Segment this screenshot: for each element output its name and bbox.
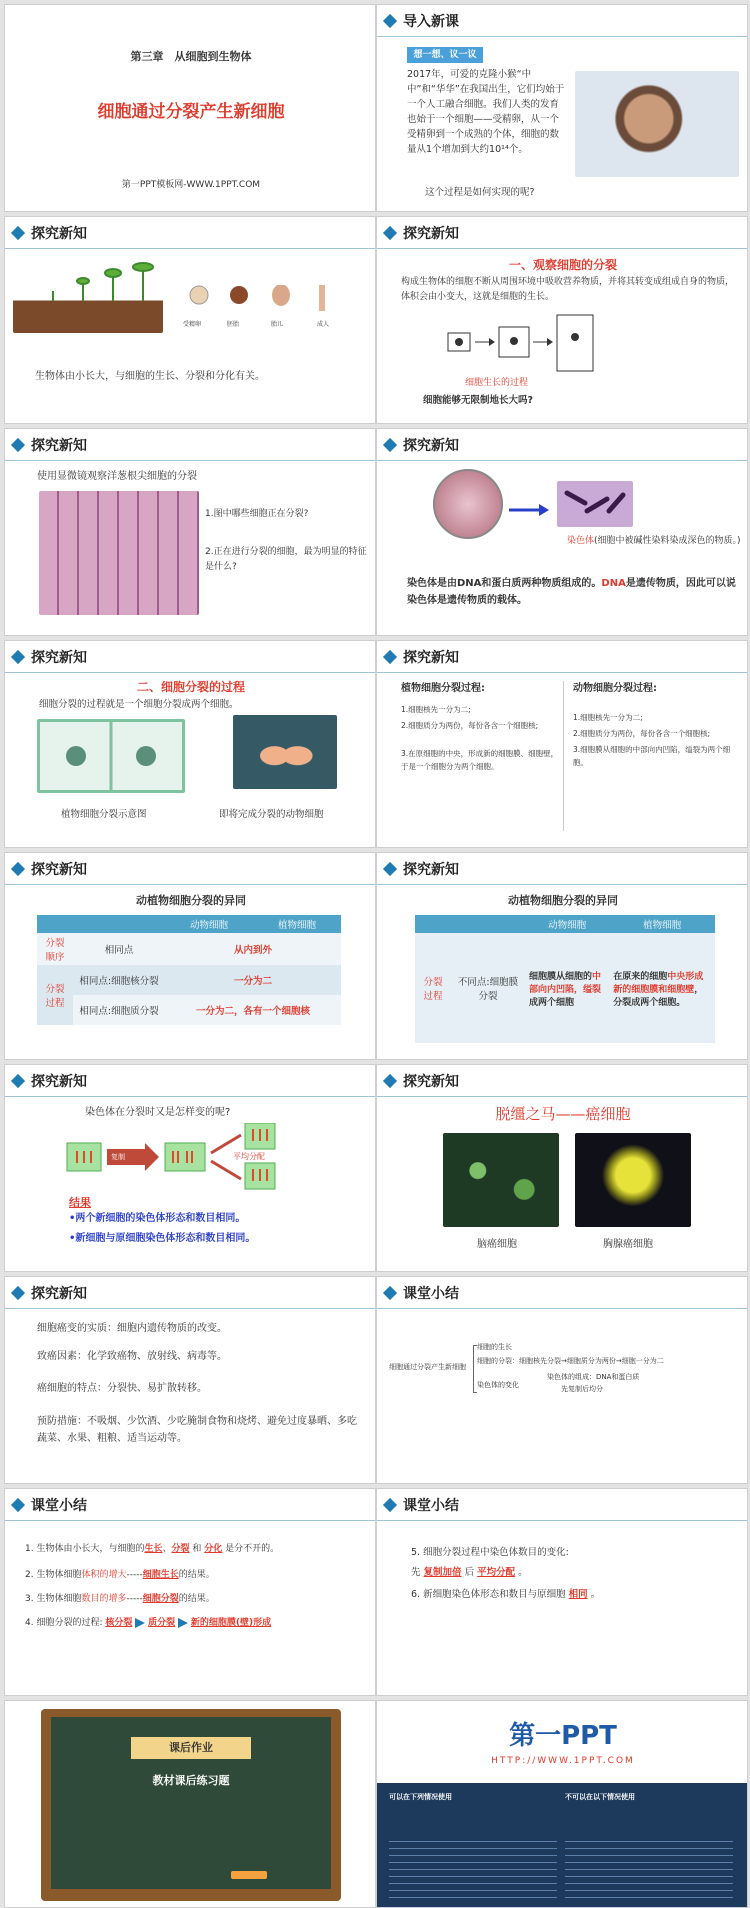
text-part: 3. 生物体细胞 [25,1594,82,1604]
cell-copy-icon [65,1123,315,1193]
stages-icon [189,285,369,345]
slide-header [5,429,375,461]
answer: 平均分配 [477,1567,516,1578]
observe-question: 细胞能够无限制地长大吗? [423,395,534,406]
section-title: 一、观察细胞的分裂 [508,258,617,272]
copy-label: 复制 [111,1153,125,1161]
breast-cancer-caption: 胸腺癌细胞 [603,1239,653,1250]
divider [563,681,564,831]
animal-cell-division-image [233,715,337,789]
intro-question: 这个过程是如何实现的呢? [425,187,535,198]
header-title: 探究新知 [31,861,87,878]
tree-leaf: 先复制后均分 [561,1385,603,1393]
seedling-image [13,261,163,333]
compare-title: 动植物细胞分裂的异同 [508,894,618,907]
body-part: 是遗传物质，因此可以说染色体是遗传物质的载体。 [407,578,736,606]
diamond-icon [383,13,397,27]
animal-steps-title: 动物细胞分裂过程: [573,683,657,694]
plant-steps-title: 植物细胞分裂过程: [401,683,485,694]
chromosome-def [567,533,743,549]
plant-step: 1.细胞核先一分为二; [401,705,471,714]
chromosome-change-diagram [65,1123,315,1197]
text-part: 6. 新细胞染色体形态和数目与原细胞 [411,1589,566,1600]
compare-title: 动植物细胞分裂的异同 [136,894,246,907]
animal-step: 2.细胞质分为两份，每份各含一个细胞核; [573,729,711,738]
text-part: 先 [411,1567,421,1578]
chromosome-icon [557,481,633,527]
diamond-icon [383,225,397,239]
slide-header [377,1277,747,1309]
answer: 相同 [568,1589,588,1600]
col-header: 植物细胞 [643,920,682,931]
observe-body: 构成生物体的细胞不断从周围环境中吸收营养物质，并将其转变成组成自身的物质，体积会由小变大，这就是细胞的生长。 [401,277,735,302]
footer-text: 第一PPT模板网-WWW.1PPT.COM [121,180,261,190]
chapter-label: 第三章 从细胞到生物体 [130,50,252,63]
answer: 数目的增多 [81,1594,127,1604]
cell-micrograph [433,469,503,539]
result-label: 结果 [69,1196,91,1209]
chromosome-image [557,481,633,527]
slide-header [377,5,747,37]
homework-body: 教材课后练习题 [152,1774,230,1787]
slide-header [5,1489,375,1521]
diamond-icon [383,649,397,663]
animal-caption: 即将完成分裂的动物细胞 [219,809,324,820]
growth-label: 细胞生长的过程 [465,378,529,388]
diamond-icon [383,861,397,875]
plant-cell-icon [40,722,182,790]
summary-line: 1. 生物体由小长大，与细胞的生长、分裂 和 分化 是分不开的。 [25,1544,280,1554]
breast-cancer-image [575,1133,691,1227]
slide-chromosome-change [4,1064,376,1272]
dna-term: DNA [601,578,626,589]
text-part: 中央形成新的细胞膜和细胞壁 [613,971,704,995]
row-header: 分裂顺序 [45,938,65,963]
question-1: 1.图中哪些细胞正在分裂? [205,509,309,519]
answer: 细胞分裂 [142,1594,179,1604]
onion-root-image [39,491,199,615]
slide-header [5,1277,375,1309]
brain-cancer-caption: 脑癌细胞 [477,1239,517,1250]
answer: 生长 [144,1544,163,1554]
cell-growth-diagram [443,313,683,377]
summary-line: 6. 新细胞染色体形态和数目与原细胞 相同 。 [411,1589,601,1600]
summary-line: 2. 生物体细胞体积的增大-----细胞生长的结果。 [25,1570,215,1580]
tree-root: 细胞通过分裂产生新细胞 [389,1363,466,1371]
division-body: 细胞分裂的过程就是一个细胞分裂成两个细胞。 [39,699,239,710]
diamond-icon [383,1073,397,1087]
stage-label: 受精卵 [183,321,202,328]
text-part: 1. 生物体由小长大，与细胞的 [25,1544,145,1554]
animal-diff [525,933,609,1043]
diamond-icon [383,1285,397,1299]
result-1: •两个新细胞的染色体形态和数目相同。 [69,1213,246,1224]
diamond-icon [11,225,25,239]
header-title: 探究新知 [31,437,87,454]
diamond-icon [11,1497,25,1511]
stage-label: 胚胎 [227,321,240,328]
slide-header [5,641,375,673]
animal-step: 1.细胞核先一分为二; [573,713,643,722]
cancer-title: 脱缰之马——癌细胞 [495,1105,631,1123]
ad-right-title: 不可以在以下情况使用 [565,1793,635,1801]
stage-label: 成人 [317,321,330,328]
col-header: 动物细胞 [189,920,228,931]
slide-compare-2 [376,852,748,1060]
cancer-fact: 细胞癌变的实质：细胞内遗传物质的改变。 [37,1323,227,1334]
chromosome-term: 染色体 [567,536,595,546]
diamond-icon [11,861,25,875]
text-part: 后 [464,1567,475,1578]
header-title: 探究新知 [31,1285,87,1302]
slide-cancer-facts [4,1276,376,1484]
row-value: 从内到外 [233,945,272,956]
text-part: 是分不开的。 [225,1544,280,1554]
slide-header [377,641,747,673]
answer: 核分裂 [105,1618,133,1628]
slide-header [377,1065,747,1097]
summary-line: 先 复制加倍 后 平均分配 。 [411,1567,528,1578]
text-part: 在原来的细胞 [613,971,668,982]
split-label: 平均分配 [233,1152,265,1161]
answer: 复制加倍 [423,1567,462,1578]
seedling-icon [13,261,163,333]
slide-division-process [4,640,376,848]
slide-ad [376,1700,748,1908]
result-2: •新细胞与原细胞染色体形态和数目相同。 [69,1233,256,1244]
answer: 质分裂 [148,1618,176,1628]
slide-header [377,217,747,249]
chromosome-note: (细胞中被碱性染料染成深色的物质。) [594,536,741,546]
text-part: 的结果。 [178,1570,215,1580]
tree-leaf: 染色体的组成：DNA和蛋白质 [547,1373,640,1381]
change-question: 染色体在分裂时又是怎样变的呢? [85,1107,231,1118]
plant-caption: 植物细胞分裂示意图 [61,809,147,820]
homework-title: 课后作业 [131,1737,251,1759]
plant-step: 2.细胞质分为两份，每份各含一个细胞核; [401,721,539,730]
animal-step: 3.细胞膜从细胞的中部向内凹陷，缢裂为两个细胞。 [573,745,731,767]
ad-left-title: 可以在下列情况使用 [389,1793,452,1801]
ad-link-list [389,1835,557,1899]
blank-cell [73,915,165,933]
slide-intro [376,4,748,212]
diamond-icon [383,1497,397,1511]
header-title: 探究新知 [403,437,459,454]
slide-observe [376,216,748,424]
summary-line: 3. 生物体细胞数目的增多-----细胞分裂的结果。 [25,1594,215,1604]
slide-header [5,1065,375,1097]
section-title: 二、细胞分裂的过程 [136,680,245,694]
slide-compare-1 [4,852,376,1060]
cancer-fact: 致癌因素：化学致癌物、放射线、病毒等。 [37,1351,227,1362]
header-title: 导入新课 [403,13,459,30]
cancer-fact: 癌细胞的特点：分裂快、易扩散转移。 [37,1383,207,1394]
body-part: 染色体是由DNA和蛋白质两种物质组成的。 [407,578,602,589]
text-part: 细胞膜从细胞的 [529,971,593,982]
tree-branch: 细胞的生长 [477,1343,512,1351]
ppt-logo: 第一PPT [509,1721,617,1751]
row-header: 分裂过程 [45,984,65,1009]
tree-branch: 染色体的变化 [477,1381,519,1389]
arrow-right-icon [178,1618,188,1628]
header-title: 探究新知 [403,861,459,878]
growth-text: 生物体由小长大，与细胞的生长、分裂和分化有关。 [35,371,265,382]
diamond-icon [11,437,25,451]
lesson-title: 细胞通过分裂产生新细胞 [97,102,285,122]
question-2: 2.正在进行分裂的细胞，最为明显的特征是什么? [205,547,367,572]
header-title: 探究新知 [31,649,87,666]
text-part: 2. 生物体细胞 [25,1570,82,1580]
slide-chromosome [376,428,748,636]
header-title: 课堂小结 [31,1497,87,1514]
slide-header [377,853,747,885]
slide-growth [4,216,376,424]
diamond-icon [383,437,397,451]
text-part: ，分裂成两个细胞。 [613,984,704,1008]
slide-header [5,217,375,249]
slide-summary-fill-1 [4,1488,376,1696]
answer: 体积的增大 [81,1570,127,1580]
slide-title [4,4,376,212]
diamond-icon [11,649,25,663]
header-title: 探究新知 [31,225,87,242]
chalk-icon [231,1871,267,1879]
arrow [509,501,549,520]
compare-table [415,915,715,1043]
blank-cell [415,915,451,933]
arrow-right-icon [135,1618,145,1628]
header-title: 课堂小结 [403,1285,459,1302]
plant-step: 3.在原细胞的中央，形成新的细胞膜、细胞壁，于是一个细胞分为两个细胞。 [401,749,559,771]
row-label: 相同点:细胞核分裂 [79,976,159,987]
text-part: 和 [192,1544,202,1554]
ad-link-list [565,1835,733,1899]
monkey-photo [575,71,739,177]
slide-cancer [376,1064,748,1272]
row-value: 一分为二，各有一个细胞核 [195,1006,310,1017]
plant-diff [609,933,715,1043]
slide-header [377,429,747,461]
slide-header [377,1489,747,1521]
arrow-right-icon [509,504,549,516]
row-label: 相同点:细胞质分裂 [79,1006,159,1017]
slide-header [5,853,375,885]
cancer-fact: 预防措施：不吸烟、少饮酒、少吃腌制食物和烧烤、避免过度暴晒、多吃蔬菜、水果、粗粮、适当运动等。 [37,1416,357,1444]
row-label: 相同点 [104,945,134,956]
text-part: 的结果。 [178,1594,215,1604]
header-title: 探究新知 [403,225,459,242]
col-header: 动物细胞 [548,920,587,931]
blank-cell [37,915,73,933]
col-header: 植物细胞 [277,920,316,931]
slide-summary-fill-2 [376,1488,748,1696]
header-title: 探究新知 [31,1073,87,1090]
header-title: 课堂小结 [403,1497,459,1514]
compare-table [37,915,341,1025]
slide-division-steps [376,640,748,848]
brain-cancer-image [443,1133,559,1227]
summary-line [25,1615,271,1631]
stage-label: 胎儿 [271,321,284,328]
intro-body: 2017年，可爱的克隆小猴“中中”和“华华”在我国出生，它们均始于一个人工融合细胞。我们人类的发育也始于一个细胞——受精卵，从一个受精卵到一个成熟的个体，细胞的数量从1个增加到大约10¹⁴个。 [407,69,565,155]
row-label: 不同点:细胞膜分裂 [457,977,519,1002]
summary-line: 5. 细胞分裂过程中染色体数目的变化: [411,1547,569,1558]
slide-homework [4,1700,376,1908]
answer: 新的细胞膜(壁)形成 [190,1618,272,1628]
blank-cell [451,915,525,933]
header-title: 探究新知 [403,1073,459,1090]
plant-cell-division-image [37,719,185,793]
cell-growth-icon [443,313,683,373]
slide-microscope [4,428,376,636]
text-part: 4. 细胞分裂的过程: [25,1618,103,1628]
answer: 分裂 [171,1544,190,1554]
badge: 想一想、议一议 [407,47,483,63]
header-title: 探究新知 [403,649,459,666]
tree-branch: 细胞的分裂：细胞核先分裂→细胞质分为两份→细胞一分为二 [477,1357,664,1365]
row-header: 分裂过程 [423,977,443,1002]
answer: 细胞生长 [142,1570,179,1580]
answer: 分化 [204,1544,223,1554]
ppt-url: HTTP://WWW.1PPT.COM [491,1756,635,1766]
text-part: 成两个细胞 [529,997,575,1008]
text-part: 中部向内凹陷，缢裂 [529,971,602,995]
slide-summary-tree [376,1276,748,1484]
microscope-text: 使用显微镜观察洋葱根尖细胞的分裂 [37,471,197,482]
diamond-icon [11,1073,25,1087]
row-value: 一分为二 [233,976,272,987]
diamond-icon [11,1285,25,1299]
chromosome-body [407,575,737,609]
